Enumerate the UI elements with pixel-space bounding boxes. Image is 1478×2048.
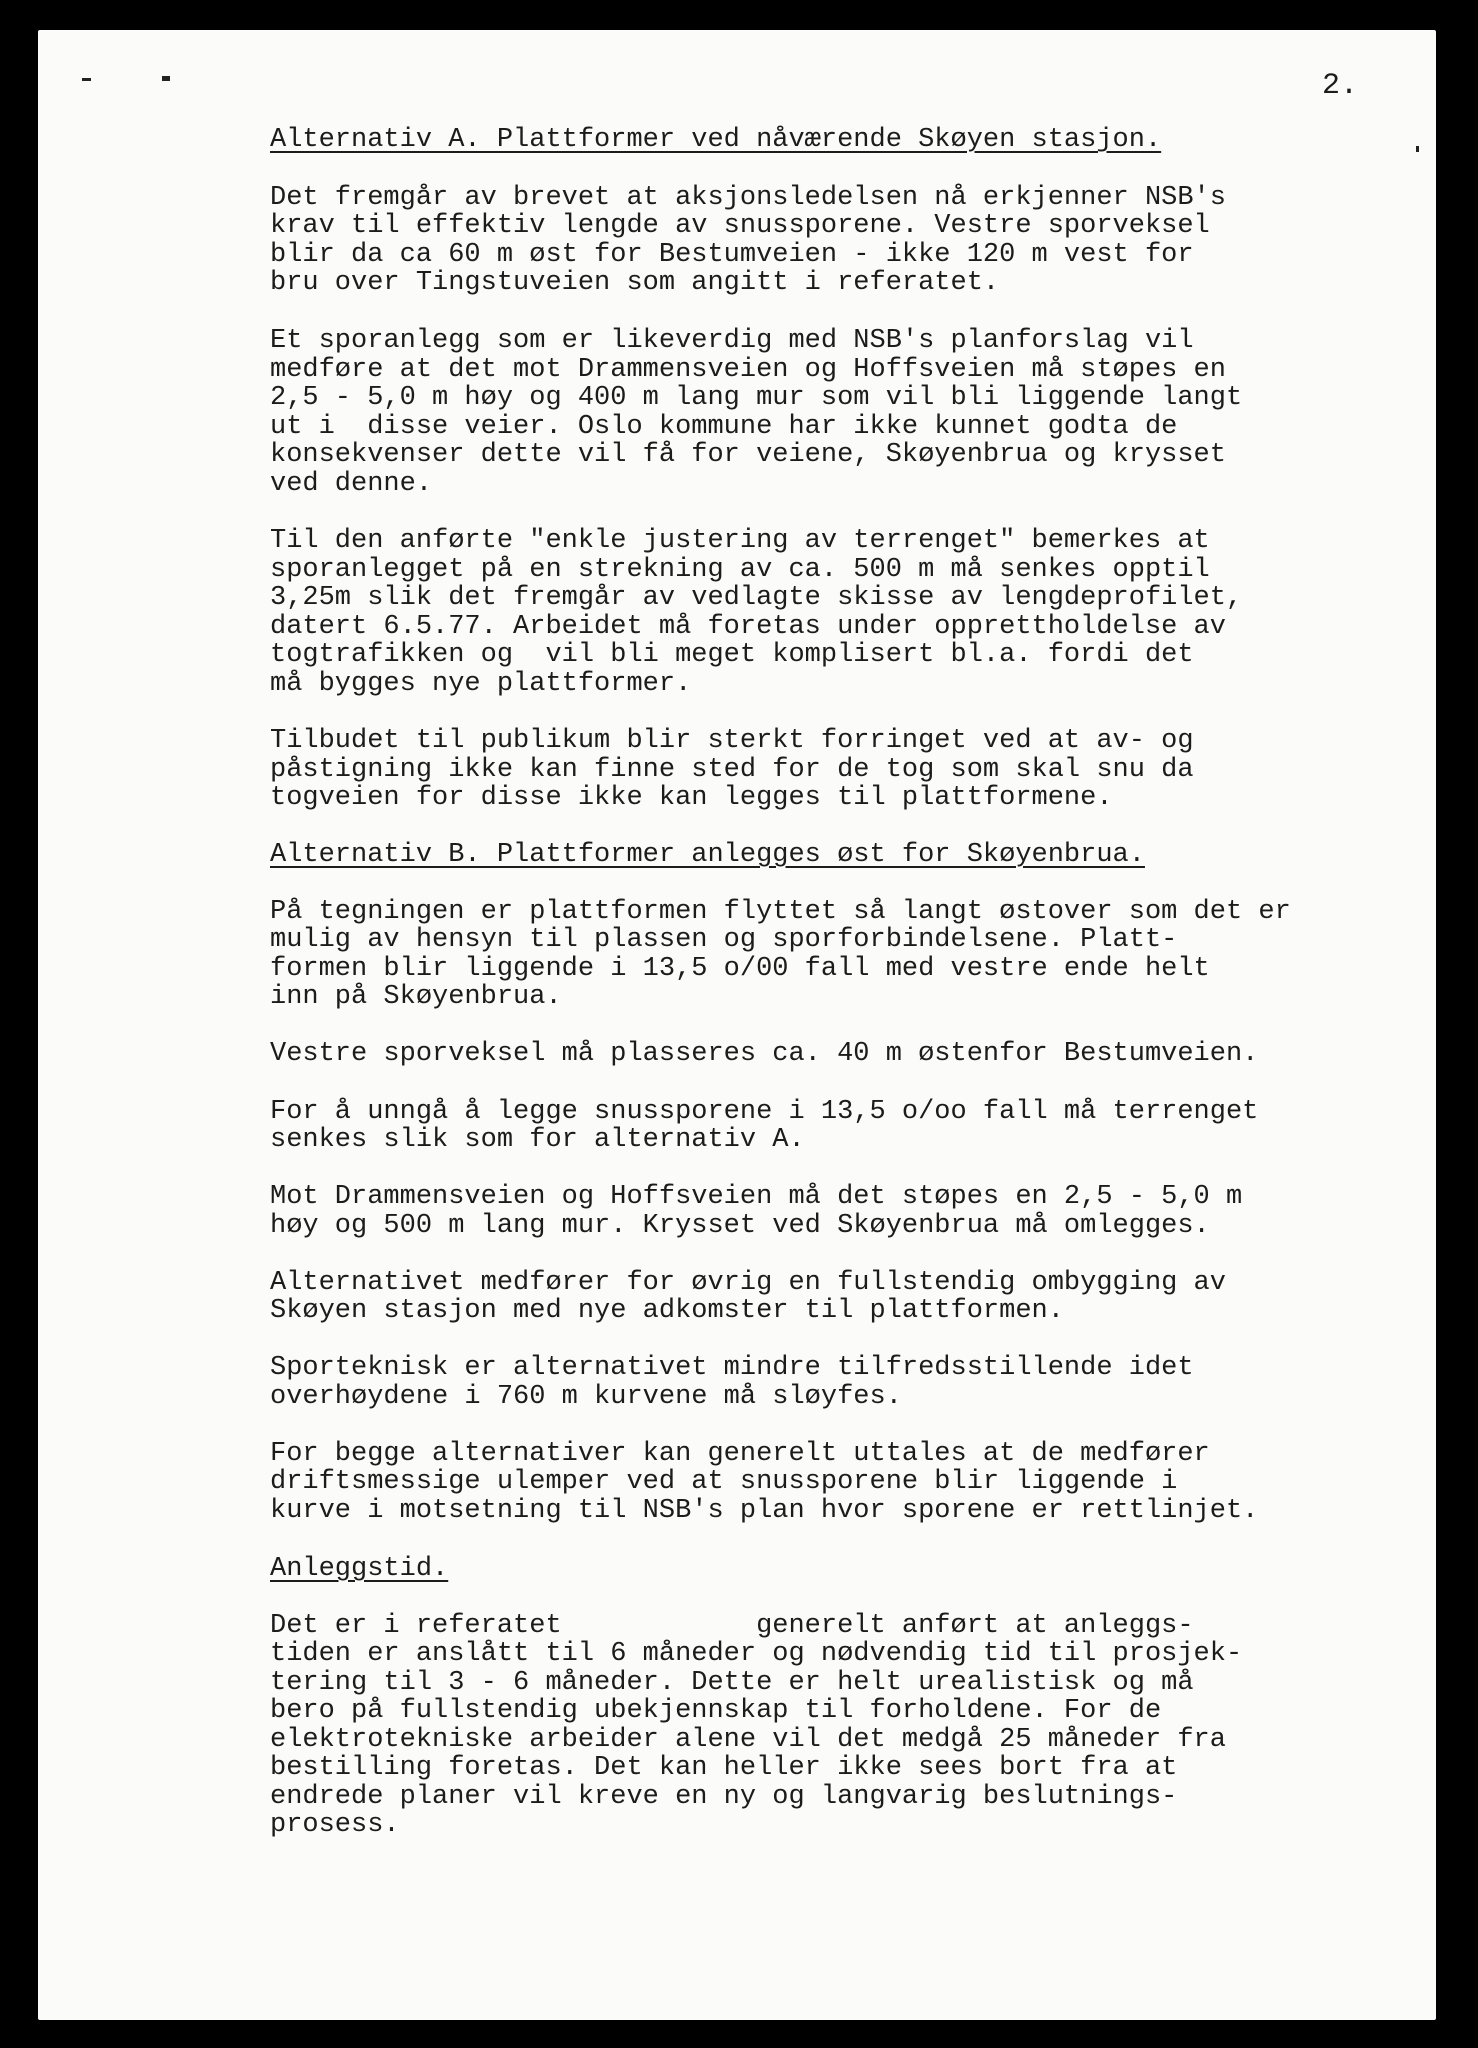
text-line: Det fremgår av brevet at aksjonsledelsen nå erkjenner NSB's bbox=[270, 183, 1226, 213]
text-line: kurve i motsetning til NSB's plan hvor sporene er rettlinjet. bbox=[270, 1496, 1259, 1526]
page-number: 2. bbox=[1322, 69, 1359, 103]
text-line: Tilbudet til publikum blir sterkt forringet ved at av- og bbox=[270, 726, 1194, 756]
text-line: Sporteknisk er alternativet mindre tilfredsstillende idet bbox=[270, 1353, 1194, 1383]
text-line: 2,5 - 5,0 m høy og 400 m lang mur som vil bli liggende langt bbox=[270, 383, 1243, 413]
text-line: overhøydene i 760 m kurvene må sløyfes. bbox=[270, 1382, 902, 1412]
text-line: Alternativet medfører for øvrig en fullstendig ombygging av bbox=[270, 1268, 1226, 1298]
text-line: driftsmessige ulemper ved at snussporene blir liggende i bbox=[270, 1467, 1178, 1497]
text-line: Skøyen stasjon med nye adkomster til plattformen. bbox=[270, 1296, 1064, 1326]
text-line: togveien for disse ikke kan legges til plattformene. bbox=[270, 783, 1113, 813]
text-line: Vestre sporveksel må plasseres ca. 40 m østenfor Bestumveien. bbox=[270, 1039, 1259, 1069]
text-line: bero på fullstendig ubekjennskap til forholdene. For de bbox=[270, 1696, 1162, 1726]
text-line: mulig av hensyn til plassen og sporforbindelsene. Platt- bbox=[270, 925, 1178, 955]
text-line: bestilling foretas. Det kan heller ikke sees bort fra at bbox=[270, 1753, 1178, 1783]
text-line: Mot Drammensveien og Hoffsveien må det støpes en 2,5 - 5,0 m bbox=[270, 1182, 1243, 1212]
text-line: tiden er anslått til 6 måneder og nødvendig tid til prosjek- bbox=[270, 1639, 1243, 1669]
text-line: datert 6.5.77. Arbeidet må foretas under opprettholdelse av bbox=[270, 612, 1226, 642]
text-line: må bygges nye plattformer. bbox=[270, 669, 692, 699]
text-line: 3,25m slik det fremgår av vedlagte skisse av lengdeprofilet, bbox=[270, 583, 1243, 613]
text-line: formen blir liggende i 13,5 o/00 fall med vestre ende helt bbox=[270, 954, 1210, 984]
text-line: krav til effektiv lengde av snussporene. Vestre sporveksel bbox=[270, 211, 1210, 241]
heading-alternativ-b: Alternativ B. Plattformer anlegges øst for Skøyenbrua. bbox=[270, 840, 1145, 870]
text-line: sporanlegget på en strekning av ca. 500 m må senkes opptil bbox=[270, 555, 1210, 585]
text-line: togtrafikken og vil bli meget komplisert bl.a. fordi det bbox=[270, 640, 1194, 670]
margin-mark bbox=[82, 78, 91, 81]
text-line: høy og 500 m lang mur. Krysset ved Skøyenbrua må omlegges. bbox=[270, 1211, 1210, 1241]
margin-mark bbox=[162, 76, 170, 81]
text-line: elektrotekniske arbeider alene vil det medgå 25 måneder fra bbox=[270, 1725, 1226, 1755]
text-line: tering til 3 - 6 måneder. Dette er helt urealistisk og må bbox=[270, 1668, 1194, 1698]
text-line: senkes slik som for alternativ A. bbox=[270, 1125, 805, 1155]
heading-alternativ-a: Alternativ A. Plattformer ved nåværende Skøyen stasjon. bbox=[270, 125, 1162, 155]
text-line: blir da ca 60 m øst for Bestumveien - ikke 120 m vest for bbox=[270, 240, 1194, 270]
text-line: ved denne. bbox=[270, 469, 433, 499]
text-line: prosess. bbox=[270, 1810, 400, 1840]
text-line: Til den anførte "enkle justering av terrenget" bemerkes at bbox=[270, 526, 1210, 556]
text-line: For begge alternativer kan generelt uttales at de medfører bbox=[270, 1439, 1210, 1469]
text-line: endrede planer vil kreve en ny og langvarig beslutnings- bbox=[270, 1782, 1178, 1812]
text-line: medføre at det mot Drammensveien og Hoffsveien må støpes en bbox=[270, 355, 1226, 385]
text-line: bru over Tingstuveien som angitt i referatet. bbox=[270, 268, 1000, 298]
heading-anleggstid: Anleggstid. bbox=[270, 1554, 449, 1584]
text-line: Et sporanlegg som er likeverdig med NSB's planforslag vil bbox=[270, 326, 1194, 356]
text-line: På tegningen er plattformen flyttet så langt østover som det er bbox=[270, 897, 1291, 927]
text-line: konsekvenser dette vil få for veiene, Skøyenbrua og krysset bbox=[270, 440, 1226, 470]
text-line: Det er i referatet generelt anført at anleggs- bbox=[270, 1611, 1194, 1641]
text-line: inn på Skøyenbrua. bbox=[270, 982, 562, 1012]
margin-mark bbox=[1416, 146, 1419, 152]
text-line: påstigning ikke kan finne sted for de tog som skal snu da bbox=[270, 755, 1194, 785]
text-line: For å unngå å legge snussporene i 13,5 o/oo fall må terrenget bbox=[270, 1097, 1259, 1127]
text-line: ut i disse veier. Oslo kommune har ikke kunnet godta de bbox=[270, 412, 1178, 442]
